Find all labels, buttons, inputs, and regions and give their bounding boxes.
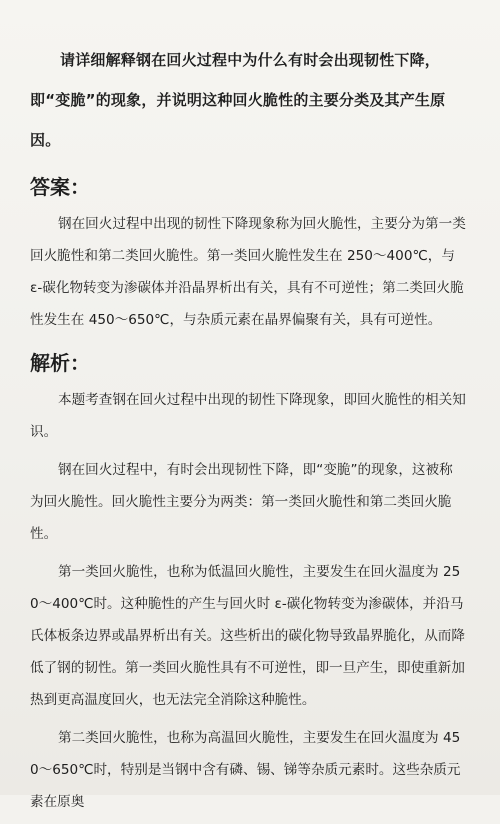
answer-heading: 答案： — [30, 175, 90, 199]
analysis-section — [30, 348, 466, 818]
analysis-paragraph-3: 第一类回火脆性，也称为低温回火脆性，主要发生在回火温度为 250～400℃时。这种脆性的产生与回火时 ε-碳化物转变为渗碳体，并沿马氏体板条边界或晶界析出有关。这些析出的碳化物导致晶界脆化，从而降低了钢的韧性。第一类回火脆性具有不可逆性，即一旦产生，即使重新加热到更高温度回火，也无法完全消除这种脆性。 — [30, 564, 465, 708]
analysis-paragraph-2: 钢在回火过程中，有时会出现韧性下降，即“变脆”的现象，这被称为回火脆性。回火脆性主要分为两类：第一类回火脆性和第二类回火脆性。 — [30, 462, 453, 542]
answer-paragraph: 钢在回火过程中出现的韧性下降现象称为回火脆性，主要分为第一类回火脆性和第二类回火脆性。第一类回火脆性发生在 250～400℃，与 ε-碳化物转变为渗碳体并沿晶界析出有关，具有不可逆性；第二类回火脆性发生在 450～650℃，与杂质元素在晶界偏聚有关，具有可逆性。 — [30, 216, 466, 328]
document-content — [30, 0, 466, 824]
question-text: 请详细解释钢在回火过程中为什么有时会出现韧性下降，即“变脆”的现象，并说明这种回火脆性的主要分类及其产生原因。 — [30, 51, 446, 149]
analysis-paragraph-4: 第二类回火脆性，也称为高温回火脆性，主要发生在回火温度为 450～650℃时，特别是当钢中含有磷、锡、锑等杂质元素时。这些杂质元素在原奥 — [30, 730, 461, 810]
analysis-heading: 解析： — [30, 351, 90, 375]
answer-section — [30, 172, 466, 336]
analysis-paragraph-1: 本题考查钢在回火过程中出现的韧性下降现象，即回火脆性的相关知识。 — [30, 392, 466, 440]
